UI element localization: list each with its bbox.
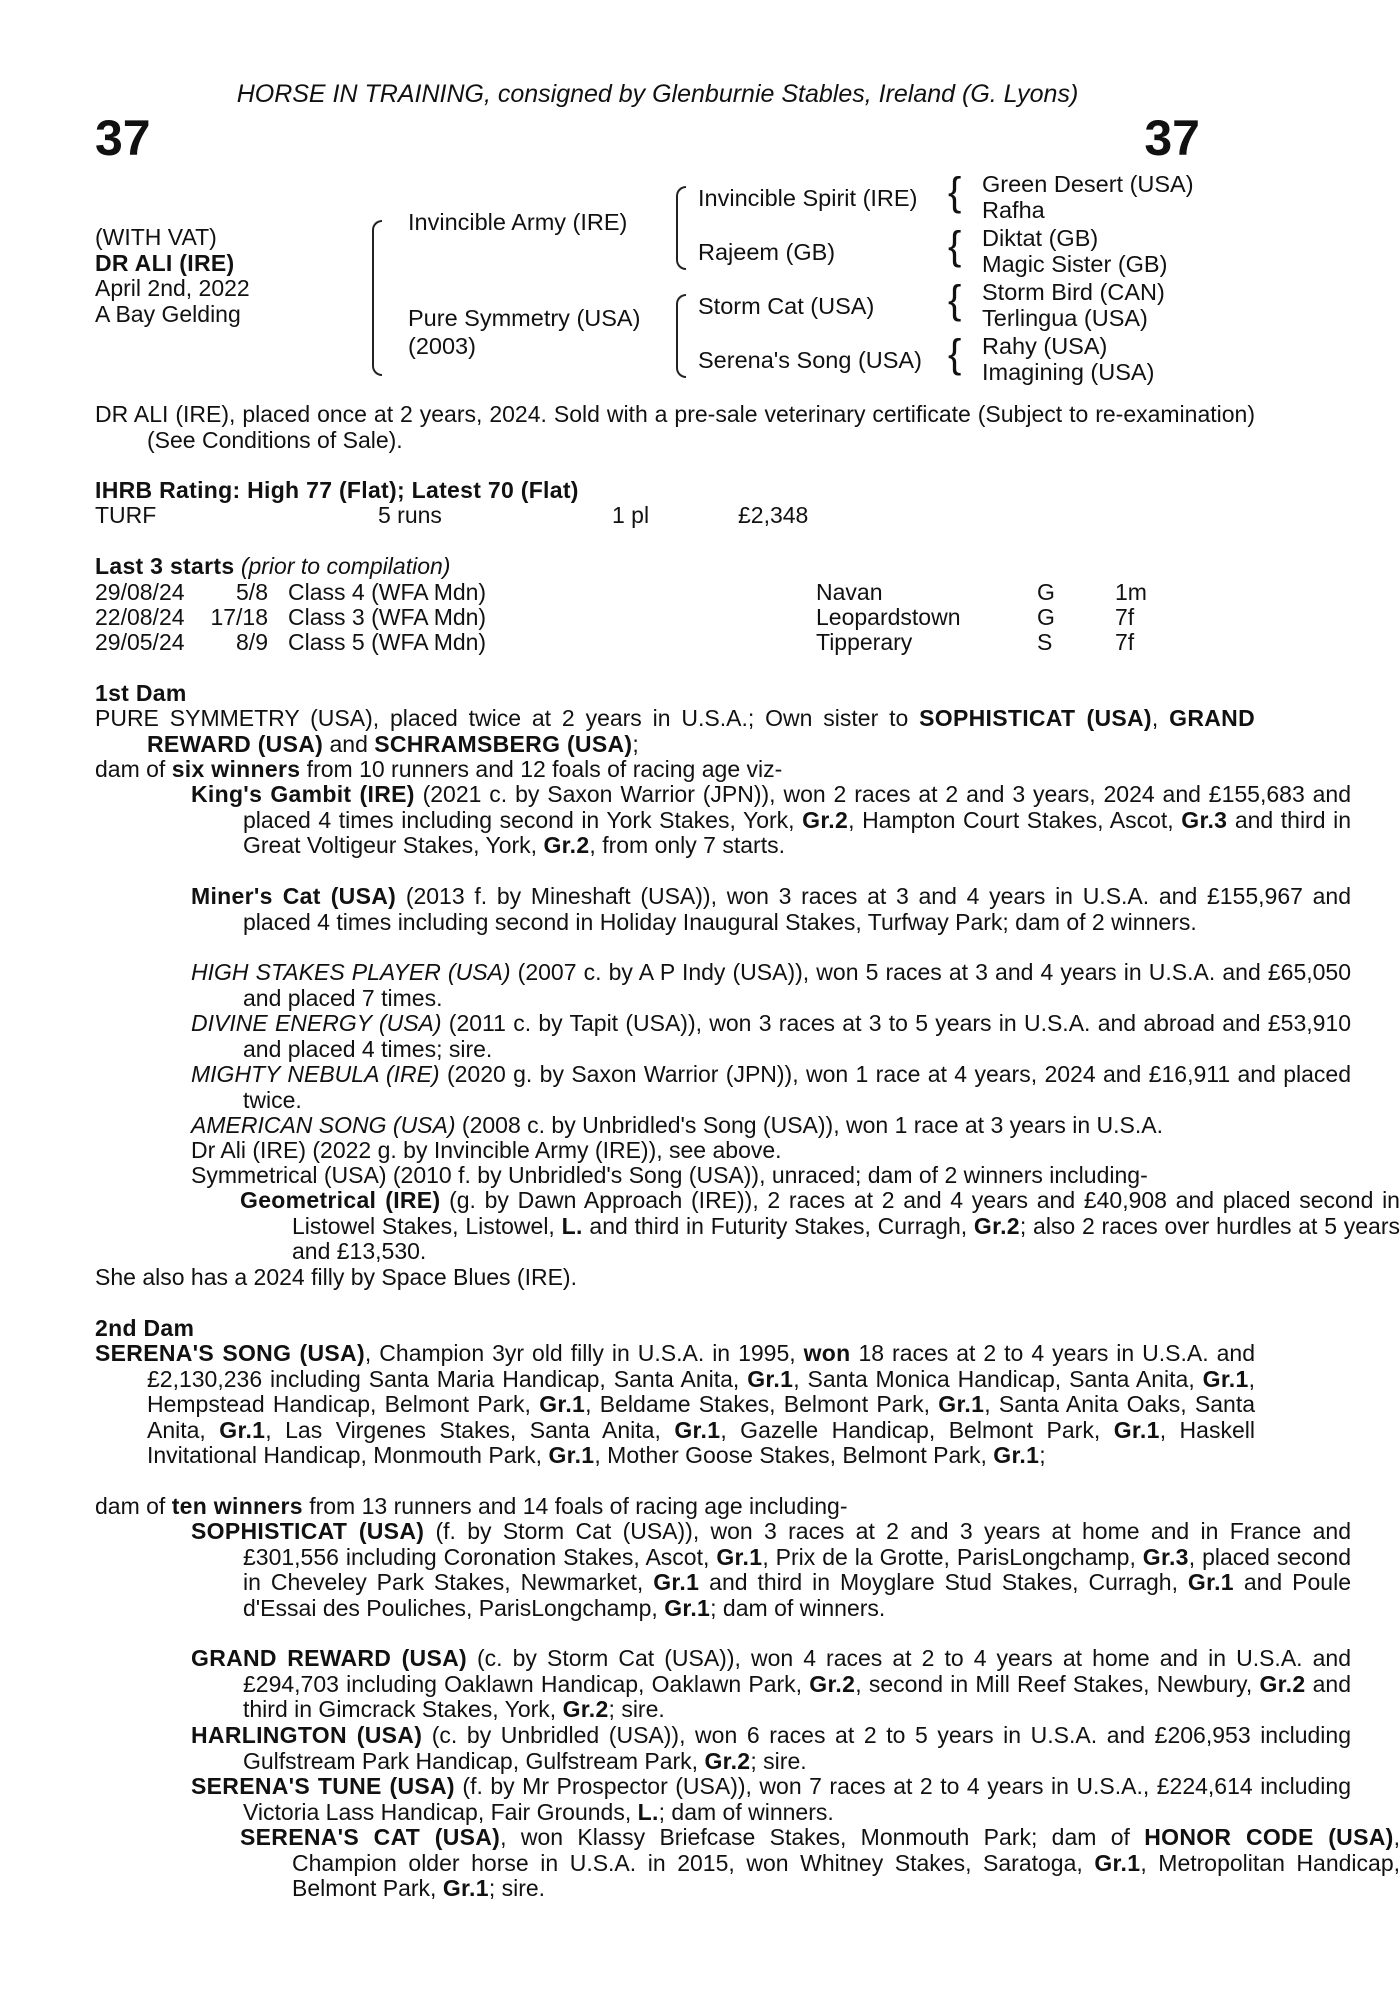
ggp-5: Storm Bird (CAN) [982,279,1165,305]
progeny-dr-ali: Dr Ali (IRE) (2022 g. by Invincible Army (IRE)), see above. [191,1137,782,1163]
progeny-high-stakes-player: HIGH STAKES PLAYER (USA) (2007 c. by A P Indy (USA)), won 5 races at 3 and 4 years in U.S.A. and £65,050 and placed 7 times. [191,959,1351,1011]
brace-4: { [948,332,962,376]
lot-number-right: 37 [1144,110,1200,166]
start-course: Tipperary [816,629,913,655]
brace-1: { [948,170,962,214]
progeny-american-song: AMERICAN SONG (USA) (2008 c. by Unbridled's Song (USA)), won 1 race at 3 years in U.S.A. [191,1112,1164,1138]
first-dam-produce-line: dam of six winners from 10 runners and 12 foals of racing age viz- [95,756,783,782]
start-distance: 7f [1115,629,1135,655]
start-position: 8/9 [236,629,268,655]
start-position: 17/18 [210,604,268,630]
rating-title: IHRB Rating: High 77 (Flat); Latest 70 (Flat) [95,477,579,503]
ggp-3: Diktat (GB) [982,225,1099,251]
sire-name: Invincible Army (IRE) [408,209,628,235]
progeny-sophisticat: SOPHISTICAT (USA) (f. by Storm Cat (USA)), won 3 races at 2 and 3 years at home and in France and £301,556 including Coronation Stakes, Ascot, Gr.1, Prix de la Grotte, ParisLongchamp, Gr.3, placed second in Cheveley Park Stakes, Newmarket, Gr.1 and third in Moyglare Stud Stakes, Curragh, Gr.1 and Poule d'Essai des Pouliches, ParisLongchamp, Gr.1; dam of winners. [191,1518,1351,1621]
start-course: Leopardstown [816,604,961,630]
ggp-6: Terlingua (USA) [982,305,1148,331]
granddam-2: Serena's Song (USA) [698,347,922,373]
rating-earnings: £2,348 [738,502,809,528]
start-distance: 7f [1115,604,1135,630]
granddam-1: Rajeem (GB) [698,239,836,265]
ggp-2: Rafha [982,197,1045,223]
rating-surface: TURF [95,502,157,528]
start-going: G [1037,604,1055,630]
last3-note: (prior to compilation) [240,553,451,579]
progeny-symmetrical: Symmetrical (USA) (2010 f. by Unbridled's Song (USA)), unraced; dam of 2 winners including- [191,1162,1148,1188]
last3-heading [95,554,450,580]
grandprogeny-serenas-cat: SERENA'S CAT (USA), won Klassy Briefcase Stakes, Monmouth Park; dam of HONOR CODE (USA), Champion older horse in U.S.A. in 2015, won Whitney Stakes, Saratoga, Gr.1, Metropolitan Handicap, Belmont Park, Gr.1; sire. [240,1824,1400,1901]
rating-placed: 1 pl [612,502,650,528]
start-going: G [1037,579,1055,605]
start-date: 29/05/24 [95,629,185,655]
horse-name: DR ALI (IRE) [95,249,235,276]
second-dam-serenas-song: SERENA'S SONG (USA), Champion 3yr old filly in U.S.A. in 1995, won 18 races at 2 to 4 years in U.S.A. and £2,130,236 including Santa Maria Handicap, Santa Anita, Gr.1, Santa Monica Handicap, Santa Anita, Gr.1, Hempstead Handicap, Belmont Park, Gr.1, Beldame Stakes, Belmont Park, Gr.1, Santa Anita Oaks, Santa Anita, Gr.1, Las Virgenes Stakes, Santa Anita, Gr.1, Gazelle Handicap, Belmont Park, Gr.1, Haskell Invitational Handicap, Monmouth Park, Gr.1, Mother Goose Stakes, Belmont Park, Gr.1; [95,1340,1255,1468]
start-distance: 1m [1115,579,1147,605]
start-date: 29/08/24 [95,579,185,605]
brace-2: { [948,224,962,268]
first-dam-intro: PURE SYMMETRY (USA), placed twice at 2 years in U.S.A.; Own sister to SOPHISTICAT (USA), GRAND REWARD (USA) and SCHRAMSBERG (USA); [95,705,1255,757]
horse-description: A Bay Gelding [95,300,241,327]
progeny-grand-reward: GRAND REWARD (USA) (c. by Storm Cat (USA)), won 4 races at 2 to 4 years at home and in U.S.A. and £294,703 including Oaklawn Handicap, Oaklawn Park, Gr.2, second in Mill Reef Stakes, Newbury, Gr.2 and third in Gimcrack Stakes, York, Gr.2; sire. [191,1645,1352,1722]
grandsire-1: Invincible Spirit (IRE) [698,185,918,211]
second-dam-produce-line: dam of ten winners from 13 runners and 14 foals of racing age including- [95,1493,848,1519]
ggp-7: Rahy (USA) [982,333,1108,359]
progeny-kings-gambit: King's Gambit (IRE) (2021 c. by Saxon Warrior (JPN)), won 2 races at 2 and 3 years, 2024 and £155,683 and placed 4 times including second in York Stakes, York, Gr.2, Hampton Court Stakes, Ascot, Gr.3 and third in Great Voltigeur Stakes, York, Gr.2, from only 7 starts. [191,781,1351,858]
start-going: S [1037,629,1053,655]
start-position: 5/8 [236,579,268,605]
start-race: Class 4 (WFA Mdn) [288,579,487,605]
progeny-divine-energy: DIVINE ENERGY (USA) (2011 c. by Tapit (USA)), won 3 races at 3 to 5 years in U.S.A. and abroad and £53,910 and placed 4 times; sire. [191,1010,1351,1062]
progeny-mighty-nebula: MIGHTY NEBULA (IRE) (2020 g. by Saxon Warrior (JPN)), won 1 race at 4 years, 2024 and £16,911 and placed twice. [191,1061,1351,1113]
bracket-sire-dam [372,220,382,376]
grandsire-2: Storm Cat (USA) [698,293,875,319]
dam-name: Pure Symmetry (USA) [408,305,641,331]
intro-paragraph: DR ALI (IRE), placed once at 2 years, 2024. Sold with a pre-sale veterinary certificate (Subject to re-examination) (See Conditions of Sale). [95,401,1255,453]
last3-title: Last 3 starts [95,553,235,579]
start-date: 22/08/24 [95,604,185,630]
bracket-sire-parents [676,186,686,270]
ggp-1: Green Desert (USA) [982,171,1194,197]
progeny-harlington: HARLINGTON (USA) (c. by Unbridled (USA)), won 6 races at 2 to 5 years in U.S.A. and £206,953 including Gulfstream Park Handicap, Gulfstream Park, Gr.2; sire. [191,1722,1351,1774]
lot-number-left: 37 [95,110,151,166]
vat-label: (WITH VAT) [95,224,217,250]
brace-3: { [948,278,962,322]
second-dam-heading: 2nd Dam [95,1315,195,1341]
start-race: Class 5 (WFA Mdn) [288,629,487,655]
horse-identity [95,225,250,327]
dam-year: (2003) [408,333,476,359]
grandprogeny-geometrical: Geometrical (IRE) (g. by Dawn Approach (IRE)), 2 races at 2 and 4 years and £40,908 and placed second in Listowel Stakes, Listowel, L. and third in Futurity Stakes, Curragh, Gr.2; also 2 races over hurdles at 5 years and £13,530. [240,1187,1400,1264]
first-dam-also: She also has a 2024 filly by Space Blues (IRE). [95,1264,577,1290]
first-dam-heading: 1st Dam [95,680,187,706]
ggp-4: Magic Sister (GB) [982,251,1168,277]
rating-runs: 5 runs [378,502,442,528]
progeny-miners-cat: Miner's Cat (USA) (2013 f. by Mineshaft (USA)), won 3 races at 3 and 4 years in U.S.A. and £155,967 and placed 4 times including second in Holiday Inaugural Stakes, Turfway Park; dam of 2 winners. [191,883,1352,935]
page-header: HORSE IN TRAINING, consigned by Glenburnie Stables, Ireland (G. Lyons) [236,80,1079,108]
start-race: Class 3 (WFA Mdn) [288,604,487,630]
progeny-serenas-tune: SERENA'S TUNE (USA) (f. by Mr Prospector (USA)), won 7 races at 2 to 4 years in U.S.A., £224,614 including Victoria Lass Handicap, Fair Grounds, L.; dam of winners. [191,1773,1351,1825]
ggp-8: Imagining (USA) [982,359,1155,385]
start-course: Navan [816,579,883,605]
horse-dob: April 2nd, 2022 [95,275,250,301]
bracket-dam-parents [676,294,686,378]
